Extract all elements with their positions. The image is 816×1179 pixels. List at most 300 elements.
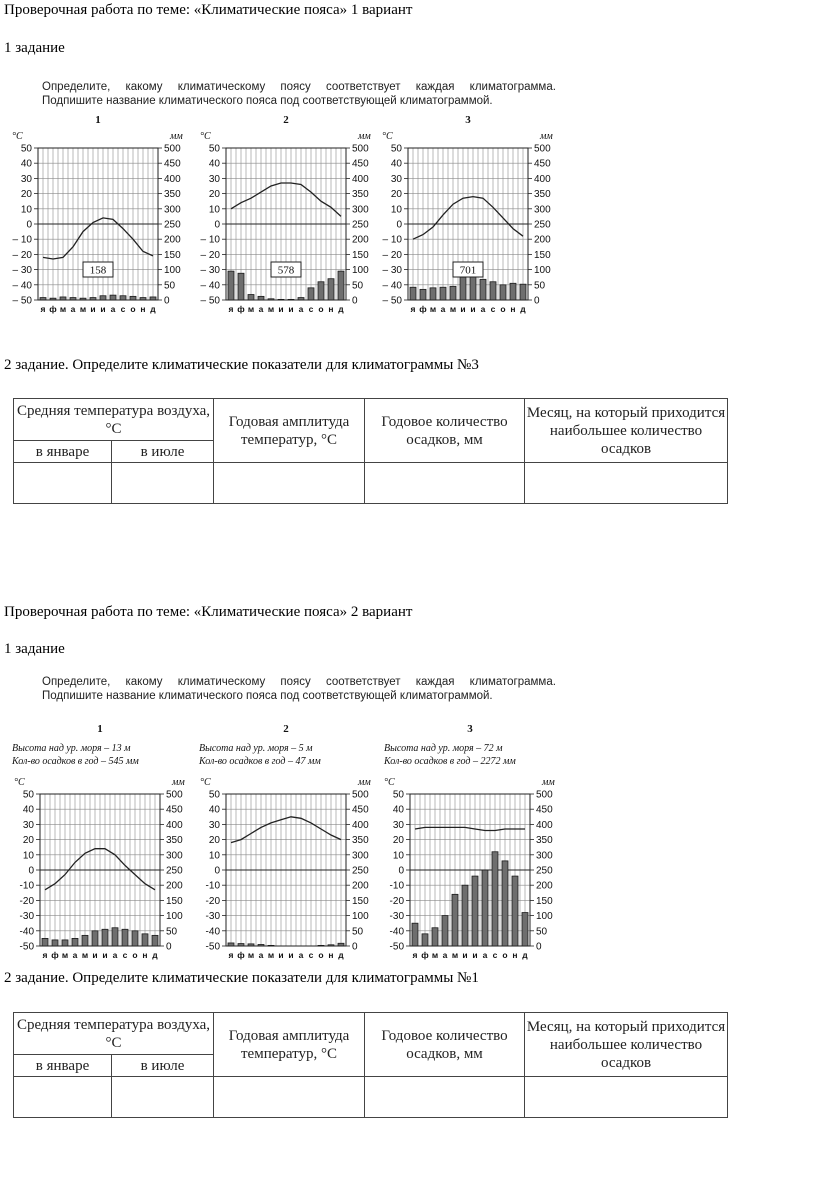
temp-tick-label: – 30 bbox=[12, 265, 32, 277]
month-label: и bbox=[278, 304, 284, 314]
precip-bar bbox=[482, 870, 488, 946]
precip-tick-label: 150 bbox=[536, 895, 553, 907]
precip-bar bbox=[42, 938, 48, 946]
precip-tick-label: 450 bbox=[352, 158, 369, 170]
month-label: с bbox=[492, 950, 498, 960]
temp-tick-label: 20 bbox=[208, 835, 220, 847]
precip-tick-label: 250 bbox=[536, 865, 553, 877]
header-july: в июле bbox=[112, 1055, 214, 1077]
month-label: и bbox=[462, 950, 468, 960]
precip-bar bbox=[462, 885, 468, 946]
month-label: д bbox=[522, 950, 528, 960]
precip-tick-label: 250 bbox=[352, 219, 369, 231]
precip-bar bbox=[140, 298, 146, 300]
precip-bar bbox=[480, 279, 486, 300]
answer-table-v1 bbox=[13, 398, 728, 504]
month-label: и bbox=[472, 950, 478, 960]
precip-bar bbox=[430, 288, 436, 300]
temp-tick-label: – 40 bbox=[12, 280, 32, 292]
precip-bar bbox=[338, 271, 344, 300]
month-label: о bbox=[318, 950, 324, 960]
precip-bar bbox=[130, 296, 136, 300]
y-axis-unit-temperature: °С bbox=[382, 131, 393, 142]
answer-cell-precipitation[interactable] bbox=[365, 463, 525, 504]
y-axis-unit-temperature: °С bbox=[200, 777, 211, 788]
temp-tick-label: -40 bbox=[389, 926, 404, 938]
precip-bar bbox=[248, 295, 254, 300]
temp-tick-label: 30 bbox=[208, 819, 220, 831]
v2-chart2-meta: Высота над ур. моря – 5 м Кол-во осадков в год – 47 мм bbox=[199, 743, 321, 767]
temp-tick-label: 30 bbox=[20, 173, 32, 185]
y-axis-unit-precipitation: мм bbox=[358, 777, 371, 788]
temp-tick-label: – 40 bbox=[382, 280, 402, 292]
month-label: а bbox=[110, 304, 116, 314]
temp-tick-label: -50 bbox=[389, 941, 404, 953]
temp-tick-label: 10 bbox=[20, 204, 32, 216]
temp-tick-label: 0 bbox=[26, 219, 32, 231]
precip-tick-label: 50 bbox=[166, 926, 178, 938]
temp-tick-label: 10 bbox=[22, 850, 34, 862]
chart-number: 2 bbox=[283, 723, 289, 735]
answer-cell-amplitude[interactable] bbox=[214, 463, 365, 504]
precip-bar bbox=[268, 945, 274, 946]
variant1-title: Проверочная работа по теме: «Климатические пояса» 1 вариант bbox=[4, 2, 413, 18]
month-label: с bbox=[308, 950, 314, 960]
month-label: м bbox=[79, 304, 87, 314]
precip-tick-label: 100 bbox=[352, 911, 369, 923]
header-january: в январе bbox=[14, 441, 112, 463]
month-label: я bbox=[228, 950, 234, 960]
chart-number: 1 bbox=[95, 114, 101, 126]
precip-bar bbox=[100, 296, 106, 300]
precip-tick-label: 50 bbox=[164, 280, 176, 292]
header-annual-amplitude: Годовая амплитуда температур, °С bbox=[214, 1013, 365, 1077]
month-label: м bbox=[267, 950, 275, 960]
month-label: ф bbox=[237, 304, 245, 314]
temp-tick-label: -30 bbox=[205, 911, 220, 923]
month-label: с bbox=[308, 304, 314, 314]
temp-tick-label: 30 bbox=[22, 819, 34, 831]
precip-bar bbox=[150, 297, 156, 300]
precip-bar bbox=[142, 934, 148, 946]
precip-tick-label: 350 bbox=[536, 835, 553, 847]
temp-tick-label: 20 bbox=[22, 835, 34, 847]
variant1-instruction bbox=[42, 80, 556, 108]
temp-tick-label: -40 bbox=[19, 926, 34, 938]
precip-bar bbox=[412, 923, 418, 946]
precip-bar bbox=[70, 298, 76, 300]
header-mean-temperature: Средняя температура воздуха, °С bbox=[14, 399, 214, 441]
climatogram-v2-1 bbox=[10, 718, 185, 960]
temp-tick-label: 10 bbox=[208, 204, 220, 216]
header-max-precipitation-month: Месяц, на который приходится наибольшее количество осадков bbox=[525, 399, 728, 463]
annual-precip-label: 578 bbox=[277, 264, 295, 277]
month-label: о bbox=[132, 950, 138, 960]
precip-bar bbox=[152, 935, 158, 946]
temp-tick-label: 20 bbox=[208, 189, 220, 201]
month-label: о bbox=[130, 304, 136, 314]
precip-tick-label: 50 bbox=[536, 926, 548, 938]
temp-tick-label: 50 bbox=[208, 143, 220, 155]
precip-tick-label: 200 bbox=[534, 234, 551, 246]
precip-tick-label: 0 bbox=[166, 941, 172, 953]
temp-tick-label: – 40 bbox=[200, 280, 220, 292]
precip-bar bbox=[110, 295, 116, 300]
instruction-line2: Подпишите название климатического пояса под соответствующей климатограммой. bbox=[42, 690, 493, 702]
temp-tick-label: 40 bbox=[20, 158, 32, 170]
precip-bar bbox=[522, 913, 528, 946]
precip-tick-label: 0 bbox=[536, 941, 542, 953]
precip-bar bbox=[450, 286, 456, 300]
precip-tick-label: 400 bbox=[352, 173, 369, 185]
temp-tick-label: 40 bbox=[22, 804, 34, 816]
precip-tick-label: 350 bbox=[164, 189, 181, 201]
precip-bar bbox=[452, 894, 458, 946]
month-label: н bbox=[328, 950, 334, 960]
temp-tick-label: – 50 bbox=[200, 295, 220, 307]
answer-cell-july[interactable] bbox=[112, 463, 214, 504]
month-label: м bbox=[61, 950, 69, 960]
instruction-line1: Определите, какому климатическому поясу соответствует каждая климатограмма. bbox=[42, 676, 556, 688]
precip-tick-label: 450 bbox=[352, 804, 369, 816]
header-max-precipitation-month: Месяц, на который приходится наибольшее количество осадков bbox=[525, 1013, 728, 1077]
precip-tick-label: 0 bbox=[352, 295, 358, 307]
variant2-instruction bbox=[42, 675, 556, 703]
precip-tick-label: 350 bbox=[534, 189, 551, 201]
precip-bar bbox=[120, 296, 126, 300]
header-annual-amplitude: Годовая амплитуда температур, °С bbox=[214, 399, 365, 463]
precip-bar bbox=[288, 299, 294, 300]
precip-bar bbox=[500, 285, 506, 300]
month-label: а bbox=[72, 950, 78, 960]
precip-tick-label: 100 bbox=[352, 265, 369, 277]
precip-tick-label: 400 bbox=[166, 819, 183, 831]
precip-bar bbox=[440, 287, 446, 300]
precip-tick-label: 50 bbox=[352, 926, 364, 938]
temp-tick-label: -50 bbox=[205, 941, 220, 953]
month-label: а bbox=[298, 950, 304, 960]
header-annual-precipitation: Годовое количество осадков, мм bbox=[365, 1013, 525, 1077]
variant2-task1-label: 1 задание bbox=[4, 641, 65, 657]
temp-tick-label: 30 bbox=[392, 819, 404, 831]
temp-tick-label: 40 bbox=[208, 804, 220, 816]
temp-tick-label: 20 bbox=[390, 189, 402, 201]
variant2-title: Проверочная работа по теме: «Климатические пояса» 2 вариант bbox=[4, 604, 413, 620]
month-label: м bbox=[431, 950, 439, 960]
month-label: я bbox=[228, 304, 234, 314]
month-label: м bbox=[247, 950, 255, 960]
temp-tick-label: 40 bbox=[208, 158, 220, 170]
variant2-task2-label: 2 задание. Определите климатические показатели для климатограммы №1 bbox=[4, 970, 479, 986]
month-label: м bbox=[81, 950, 89, 960]
temp-tick-label: 30 bbox=[390, 173, 402, 185]
temp-tick-label: 0 bbox=[398, 865, 404, 877]
climatogram-v2-3 bbox=[380, 718, 555, 960]
precip-bar bbox=[112, 928, 118, 946]
month-label: а bbox=[112, 950, 118, 960]
month-label: а bbox=[258, 950, 264, 960]
month-label: я bbox=[42, 950, 48, 960]
chart-number: 3 bbox=[465, 114, 471, 126]
climatogram-v1-3 bbox=[378, 112, 553, 324]
precip-tick-label: 150 bbox=[352, 895, 369, 907]
month-label: а bbox=[480, 304, 486, 314]
temp-tick-label: 50 bbox=[208, 789, 220, 801]
temp-tick-label: 40 bbox=[390, 158, 402, 170]
temp-tick-label: 50 bbox=[22, 789, 34, 801]
precip-tick-label: 500 bbox=[352, 143, 369, 155]
precip-bar bbox=[268, 299, 274, 300]
precip-bar bbox=[472, 876, 478, 946]
precip-bar bbox=[92, 931, 98, 946]
month-label: и bbox=[288, 304, 294, 314]
temp-tick-label: 50 bbox=[20, 143, 32, 155]
temp-tick-label: -20 bbox=[389, 895, 404, 907]
precip-tick-label: 200 bbox=[166, 880, 183, 892]
precip-tick-label: 50 bbox=[534, 280, 546, 292]
temp-tick-label: 0 bbox=[396, 219, 402, 231]
temp-tick-label: 0 bbox=[214, 865, 220, 877]
answer-cell-july[interactable] bbox=[112, 1077, 214, 1118]
precip-bar bbox=[258, 944, 264, 946]
month-label: и bbox=[102, 950, 108, 960]
temp-tick-label: – 10 bbox=[382, 234, 402, 246]
month-label: м bbox=[59, 304, 67, 314]
month-label: м bbox=[267, 304, 275, 314]
temp-tick-label: – 30 bbox=[200, 265, 220, 277]
y-axis-unit-temperature: °С bbox=[12, 131, 23, 142]
month-label: д bbox=[150, 304, 156, 314]
month-label: и bbox=[460, 304, 466, 314]
precip-tick-label: 400 bbox=[164, 173, 181, 185]
precip-tick-label: 500 bbox=[352, 789, 369, 801]
precip-tick-label: 100 bbox=[164, 265, 181, 277]
temp-tick-label: – 50 bbox=[382, 295, 402, 307]
temp-tick-label: 20 bbox=[20, 189, 32, 201]
precip-bar bbox=[40, 298, 46, 300]
annual-precip-label: 701 bbox=[459, 264, 477, 277]
precip-tick-label: 450 bbox=[164, 158, 181, 170]
temp-tick-label: -50 bbox=[19, 941, 34, 953]
precip-tick-label: 300 bbox=[352, 850, 369, 862]
month-label: и bbox=[90, 304, 96, 314]
temp-tick-label: -20 bbox=[19, 895, 34, 907]
month-label: и bbox=[470, 304, 476, 314]
precip-tick-label: 200 bbox=[352, 880, 369, 892]
month-label: а bbox=[442, 950, 448, 960]
precip-tick-label: 500 bbox=[164, 143, 181, 155]
temp-tick-label: -40 bbox=[205, 926, 220, 938]
precip-bar bbox=[492, 852, 498, 946]
precip-bar bbox=[278, 299, 284, 300]
precip-bar bbox=[82, 935, 88, 946]
temp-tick-label: 10 bbox=[208, 850, 220, 862]
month-label: с bbox=[120, 304, 126, 314]
chart-number: 3 bbox=[467, 723, 473, 735]
month-label: м bbox=[247, 304, 255, 314]
precip-tick-label: 250 bbox=[352, 865, 369, 877]
month-label: м bbox=[451, 950, 459, 960]
answer-cell-month[interactable] bbox=[525, 1077, 728, 1118]
precip-tick-label: 150 bbox=[166, 895, 183, 907]
precip-bar bbox=[308, 288, 314, 300]
y-axis-unit-temperature: °С bbox=[14, 777, 25, 788]
precip-bar bbox=[520, 284, 526, 300]
y-axis-unit-precipitation: мм bbox=[170, 131, 183, 142]
temp-tick-label: -20 bbox=[205, 895, 220, 907]
precip-tick-label: 100 bbox=[166, 911, 183, 923]
temp-tick-label: – 20 bbox=[200, 249, 220, 261]
temp-tick-label: -30 bbox=[19, 911, 34, 923]
temp-tick-label: 0 bbox=[214, 219, 220, 231]
month-label: н bbox=[140, 304, 146, 314]
month-label: н bbox=[328, 304, 334, 314]
y-axis-unit-precipitation: мм bbox=[542, 777, 555, 788]
precip-bar bbox=[238, 273, 244, 300]
y-axis-unit-temperature: °С bbox=[384, 777, 395, 788]
variant1-task2-label: 2 задание. Определите климатические показатели для климатограммы №3 bbox=[4, 357, 479, 373]
temp-tick-label: – 10 bbox=[12, 234, 32, 246]
instruction-line1: Определите, какому климатическому поясу соответствует каждая климатограмма. bbox=[42, 81, 556, 93]
precip-tick-label: 200 bbox=[164, 234, 181, 246]
month-label: ф bbox=[51, 950, 59, 960]
month-label: я bbox=[410, 304, 416, 314]
precip-bar bbox=[298, 298, 304, 300]
month-label: ф bbox=[421, 950, 429, 960]
precip-tick-label: 450 bbox=[534, 158, 551, 170]
precip-tick-label: 100 bbox=[534, 265, 551, 277]
precip-tick-label: 500 bbox=[536, 789, 553, 801]
precip-tick-label: 250 bbox=[164, 219, 181, 231]
temp-tick-label: 20 bbox=[392, 835, 404, 847]
temp-tick-label: 50 bbox=[390, 143, 402, 155]
precip-bar bbox=[422, 934, 428, 946]
precip-bar bbox=[60, 297, 66, 300]
precip-tick-label: 350 bbox=[166, 835, 183, 847]
precip-bar bbox=[50, 298, 56, 300]
precip-tick-label: 450 bbox=[166, 804, 183, 816]
temp-tick-label: – 20 bbox=[12, 249, 32, 261]
y-axis-unit-precipitation: мм bbox=[358, 131, 371, 142]
v2-chart3-meta: Высота над ур. моря – 72 м Кол-во осадков в год – 2272 мм bbox=[384, 743, 516, 767]
answer-cell-amplitude[interactable] bbox=[214, 1077, 365, 1118]
answer-table-v2 bbox=[13, 1012, 728, 1118]
precip-tick-label: 250 bbox=[166, 865, 183, 877]
month-label: ф bbox=[237, 950, 245, 960]
annual-precip-label: 158 bbox=[89, 264, 107, 277]
month-label: а bbox=[70, 304, 76, 314]
precip-bar bbox=[338, 943, 344, 946]
precip-bar bbox=[318, 282, 324, 300]
month-label: н bbox=[142, 950, 148, 960]
chart-number: 1 bbox=[97, 723, 103, 735]
answer-cell-january[interactable] bbox=[14, 463, 112, 504]
temp-tick-label: 10 bbox=[390, 204, 402, 216]
month-label: и bbox=[100, 304, 106, 314]
y-axis-unit-precipitation: мм bbox=[172, 777, 185, 788]
precip-bar bbox=[410, 287, 416, 300]
month-label: м bbox=[449, 304, 457, 314]
month-label: о bbox=[318, 304, 324, 314]
month-label: и bbox=[288, 950, 294, 960]
y-axis-unit-temperature: °С bbox=[200, 131, 211, 142]
temp-tick-label: -10 bbox=[389, 880, 404, 892]
precip-tick-label: 250 bbox=[534, 219, 551, 231]
precip-bar bbox=[102, 929, 108, 946]
chart-number: 2 bbox=[283, 114, 289, 126]
variant1-task1-label: 1 задание bbox=[4, 40, 65, 56]
precip-bar bbox=[442, 916, 448, 946]
month-label: а bbox=[298, 304, 304, 314]
answer-cell-precipitation[interactable] bbox=[365, 1077, 525, 1118]
month-label: ф bbox=[419, 304, 427, 314]
month-label: д bbox=[152, 950, 158, 960]
precip-bar bbox=[502, 861, 508, 946]
v2-chart1-meta: Высота над ур. моря – 13 м Кол-во осадков в год – 545 мм bbox=[12, 743, 139, 767]
precip-tick-label: 400 bbox=[534, 173, 551, 185]
precip-bar bbox=[258, 296, 264, 300]
precip-bar bbox=[90, 298, 96, 300]
precip-bar bbox=[228, 271, 234, 300]
month-label: а bbox=[440, 304, 446, 314]
precip-tick-label: 0 bbox=[352, 941, 358, 953]
month-label: я bbox=[412, 950, 418, 960]
precip-bar bbox=[80, 298, 86, 300]
precip-tick-label: 200 bbox=[536, 880, 553, 892]
precip-bar bbox=[318, 945, 324, 946]
precip-bar bbox=[490, 282, 496, 300]
precip-bar bbox=[52, 940, 58, 946]
precip-tick-label: 300 bbox=[166, 850, 183, 862]
precip-tick-label: 150 bbox=[534, 249, 551, 261]
y-axis-unit-precipitation: мм bbox=[540, 131, 553, 142]
temp-tick-label: -10 bbox=[19, 880, 34, 892]
precip-tick-label: 0 bbox=[534, 295, 540, 307]
precip-tick-label: 150 bbox=[164, 249, 181, 261]
precip-tick-label: 300 bbox=[352, 204, 369, 216]
precip-tick-label: 200 bbox=[352, 234, 369, 246]
instruction-line2: Подпишите название климатического пояса под соответствующей климатограммой. bbox=[42, 95, 493, 107]
precip-bar bbox=[328, 945, 334, 946]
header-mean-temperature: Средняя температура воздуха, °С bbox=[14, 1013, 214, 1055]
temp-tick-label: -10 bbox=[205, 880, 220, 892]
precip-tick-label: 500 bbox=[534, 143, 551, 155]
temp-tick-label: 50 bbox=[392, 789, 404, 801]
temp-tick-label: – 30 bbox=[382, 265, 402, 277]
precip-tick-label: 400 bbox=[536, 819, 553, 831]
header-january: в январе bbox=[14, 1055, 112, 1077]
answer-cell-january[interactable] bbox=[14, 1077, 112, 1118]
precip-bar bbox=[460, 277, 466, 300]
precip-bar bbox=[122, 929, 128, 946]
temp-tick-label: -30 bbox=[389, 911, 404, 923]
climatogram-v1-2 bbox=[196, 112, 371, 324]
month-label: н bbox=[512, 950, 518, 960]
month-label: о bbox=[502, 950, 508, 960]
precip-bar bbox=[228, 943, 234, 946]
precip-tick-label: 100 bbox=[536, 911, 553, 923]
temp-tick-label: 40 bbox=[392, 804, 404, 816]
month-label: д bbox=[520, 304, 526, 314]
month-label: о bbox=[500, 304, 506, 314]
month-label: м bbox=[429, 304, 437, 314]
precip-tick-label: 450 bbox=[536, 804, 553, 816]
month-label: д bbox=[338, 950, 344, 960]
answer-cell-month[interactable] bbox=[525, 463, 728, 504]
precip-tick-label: 300 bbox=[164, 204, 181, 216]
temp-tick-label: – 50 bbox=[12, 295, 32, 307]
precip-bar bbox=[238, 944, 244, 946]
